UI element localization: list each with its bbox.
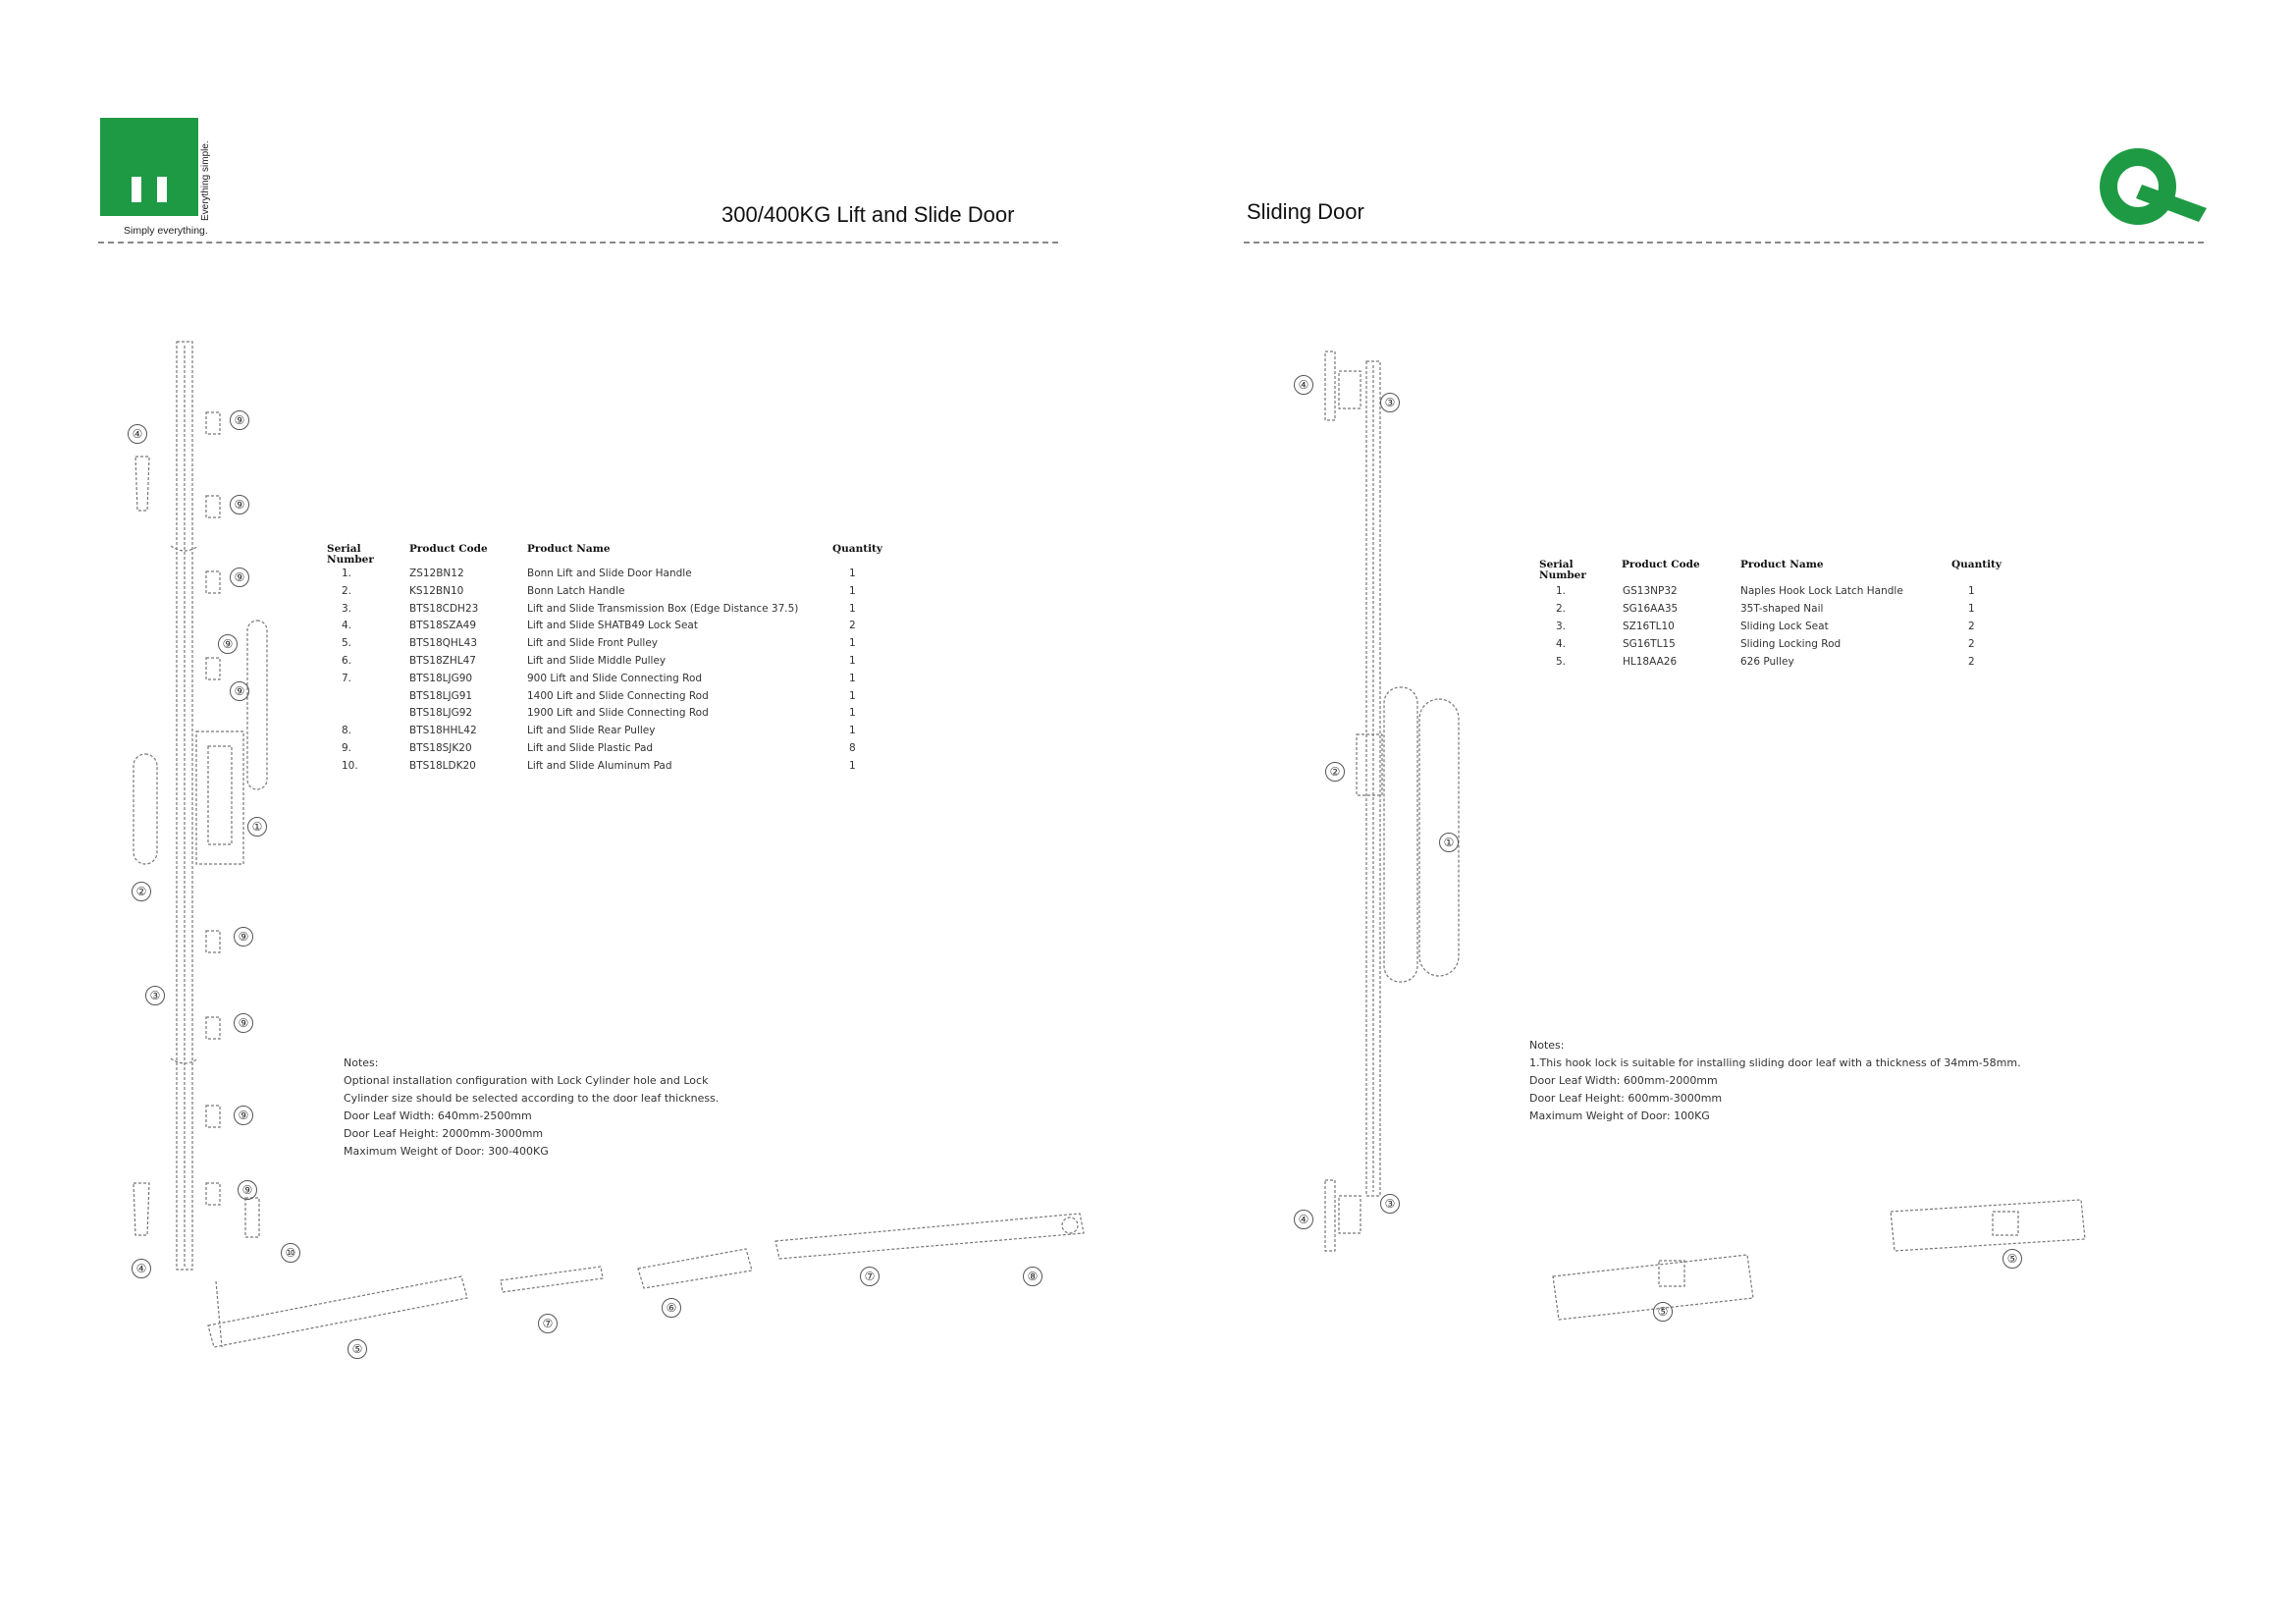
row-code: BTS18CDH23 [409, 602, 479, 615]
row-serial: 9. [342, 741, 352, 754]
notes-heading: Notes: [1529, 1039, 1565, 1052]
row-code: BTS18LJG92 [409, 707, 473, 720]
row-name: 626 Pulley [1740, 656, 1794, 668]
row-serial: 1. [1556, 585, 1567, 597]
row-code: SZ16TL10 [1623, 621, 1675, 632]
callout-7: ⑦ [538, 1314, 558, 1333]
left-header-code: Product Code [409, 543, 488, 555]
callout-9: ⑨ [230, 495, 249, 514]
callout-9: ⑨ [230, 568, 249, 587]
row-qty: 1 [849, 725, 856, 737]
note-line: Door Leaf Width: 640mm-2500mm [344, 1109, 532, 1122]
row-code: BTS18LJG91 [409, 689, 473, 702]
right-header-code: Product Code [1622, 559, 1700, 570]
row-code: GS13NP32 [1623, 585, 1678, 597]
row-qty: 1 [849, 654, 856, 667]
callout-9: ⑨ [230, 410, 249, 430]
note-line: Door Leaf Height: 600mm-3000mm [1529, 1092, 1723, 1105]
row-name: 1900 Lift and Slide Connecting Rod [527, 707, 709, 720]
row-serial: 10. [342, 759, 358, 772]
row-serial: 5. [342, 637, 352, 650]
left-header-serial: Serial Number [327, 543, 374, 566]
note-line: Door Leaf Height: 2000mm-3000mm [344, 1127, 544, 1140]
note-line: 1.This hook lock is suitable for installing sliding door leaf with a thickness of 34mm-58mm. [1529, 1056, 2021, 1069]
right-header-qty: Quantity [1951, 559, 2002, 570]
row-name: Bonn Latch Handle [527, 584, 625, 597]
callout-2: ② [1325, 762, 1345, 782]
row-name: 900 Lift and Slide Connecting Rod [527, 672, 703, 684]
row-code: BTS18SZA49 [409, 620, 477, 632]
left-page-title: 300/400KG Lift and Slide Door [721, 202, 1015, 227]
callout-4: ④ [1294, 375, 1313, 395]
row-name: Lift and Slide SHATB49 Lock Seat [527, 620, 698, 632]
row-code: SG16AA35 [1623, 603, 1679, 615]
right-header-serial: Serial Number [1539, 559, 1586, 581]
callout-5: ⑤ [347, 1339, 367, 1359]
callout-9: ⑨ [234, 1013, 253, 1033]
callout-9: ⑨ [238, 1180, 257, 1200]
row-code: BTS18SJK20 [409, 741, 472, 754]
row-name: 35T-shaped Nail [1740, 603, 1824, 615]
row-serial: 5. [1556, 656, 1567, 668]
callout-1: ① [1439, 833, 1459, 852]
notes-heading: Notes: [344, 1056, 379, 1069]
row-name: Lift and Slide Rear Pulley [527, 725, 656, 737]
row-qty: 2 [1968, 621, 1975, 632]
row-code: BTS18HHL42 [409, 725, 477, 737]
left-header-name: Product Name [527, 543, 611, 555]
row-qty: 1 [849, 602, 856, 615]
row-name: Lift and Slide Front Pulley [527, 637, 658, 650]
row-qty: 1 [849, 568, 856, 579]
row-code: SG16TL15 [1623, 638, 1676, 650]
row-name: Lift and Slide Plastic Pad [527, 741, 654, 754]
callout-3: ③ [1380, 1194, 1400, 1214]
right-lock-rod-drawing [1325, 352, 1459, 1251]
row-serial: 3. [1556, 621, 1567, 632]
row-code: KS12BN10 [409, 584, 464, 597]
row-qty: 1 [1968, 603, 1975, 615]
row-name: Naples Hook Lock Latch Handle [1740, 585, 1903, 597]
callout-4: ④ [132, 1259, 151, 1278]
callout-4: ④ [1294, 1210, 1313, 1229]
row-serial: 3. [342, 602, 352, 615]
row-name: 1400 Lift and Slide Connecting Rod [527, 689, 709, 702]
callout-8: ⑧ [1023, 1267, 1042, 1286]
row-serial: 2. [1556, 603, 1567, 615]
row-name: Lift and Slide Aluminum Pad [527, 759, 672, 772]
callout-7: ⑦ [860, 1267, 880, 1286]
note-line: Cylinder size should be selected according to the door leaf thickness. [344, 1092, 720, 1105]
logo-slogan-vertical: Everything simple. [200, 140, 211, 221]
callout-9: ⑨ [234, 927, 253, 947]
note-line: Optional installation configuration with Lock Cylinder hole and Lock [344, 1074, 709, 1087]
right-page-title: Sliding Door [1247, 199, 1364, 224]
callout-3: ③ [145, 986, 165, 1005]
left-gear-rod-drawing [133, 342, 267, 1270]
note-line: Maximum Weight of Door: 300-400KG [344, 1145, 549, 1158]
row-name: Bonn Lift and Slide Door Handle [527, 568, 692, 579]
row-name: Sliding Lock Seat [1740, 621, 1829, 632]
row-code: BTS18LJG90 [409, 672, 473, 684]
row-code: BTS18ZHL47 [409, 654, 476, 667]
callout-1: ① [247, 817, 267, 837]
row-name: Lift and Slide Transmission Box (Edge Distance 37.5) [527, 602, 799, 615]
left-pulley-rod-drawing [208, 1214, 1084, 1347]
row-serial: 1. [342, 568, 352, 579]
row-name: Sliding Locking Rod [1740, 638, 1842, 650]
left-header-qty: Quantity [832, 543, 883, 555]
row-serial: 6. [342, 654, 352, 667]
note-line: Maximum Weight of Door: 100KG [1529, 1109, 1710, 1122]
row-serial: 7. [342, 672, 352, 684]
row-qty: 2 [1968, 656, 1975, 668]
logo-slogan-horizontal: Simply everything. [124, 225, 208, 237]
row-qty: 1 [1968, 585, 1975, 597]
row-qty: 1 [849, 707, 856, 720]
note-line: Door Leaf Width: 600mm-2000mm [1529, 1074, 1718, 1087]
callout-10: ⑩ [281, 1243, 300, 1263]
callout-3: ③ [1380, 393, 1400, 412]
callout-5: ⑤ [2002, 1249, 2022, 1269]
row-qty: 1 [849, 637, 856, 650]
row-serial: 8. [342, 725, 352, 737]
callout-9: ⑨ [234, 1106, 253, 1125]
callout-2: ② [132, 882, 151, 901]
right-header-name: Product Name [1740, 559, 1824, 570]
row-code: HL18AA26 [1623, 656, 1678, 668]
row-qty: 1 [849, 584, 856, 597]
row-qty: 2 [849, 620, 856, 632]
row-code: BTS18QHL43 [409, 637, 478, 650]
row-name: Lift and Slide Middle Pulley [527, 654, 667, 667]
callout-4: ④ [128, 424, 147, 444]
row-code: BTS18LDK20 [409, 759, 476, 772]
callout-9: ⑨ [218, 634, 238, 654]
callout-5: ⑤ [1653, 1302, 1673, 1322]
callout-6: ⑥ [662, 1298, 681, 1318]
row-serial: 4. [342, 620, 352, 632]
row-serial: 4. [1556, 638, 1567, 650]
row-qty: 1 [849, 689, 856, 702]
row-qty: 1 [849, 759, 856, 772]
row-qty: 2 [1968, 638, 1975, 650]
row-qty: 1 [849, 672, 856, 684]
row-code: ZS12BN12 [409, 568, 464, 579]
row-serial: 2. [342, 584, 352, 597]
row-qty: 8 [849, 741, 856, 754]
callout-9: ⑨ [230, 681, 249, 701]
